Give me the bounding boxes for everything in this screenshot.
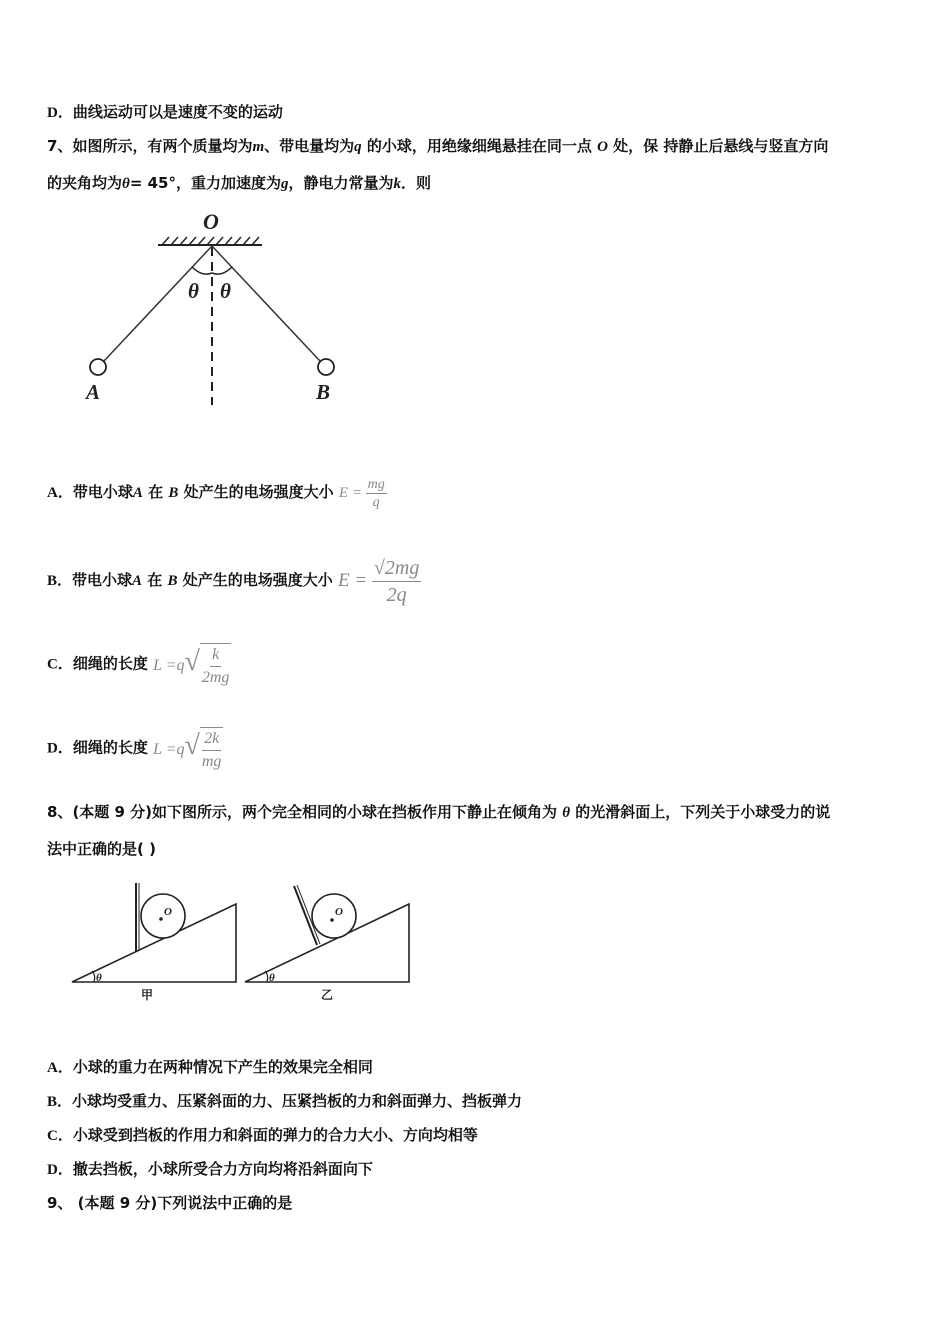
formula-a: E = $\frac{mg}{q}$ xyxy=(338,476,385,510)
caption-right: 乙 xyxy=(321,988,334,1002)
svg-text:O: O xyxy=(164,906,172,918)
ball-b-label: B xyxy=(316,380,331,404)
formula-d: L =q√ $\frac{2k}{mg}$ xyxy=(153,716,223,780)
q8-option-a: A．小球的重力在两种情况下产生的效果完全相同 xyxy=(47,1058,373,1076)
formula-b: E = $\frac{√2mg}{2q}$ xyxy=(337,556,420,606)
formula-c: L =q√ $\frac{k}{2mg}$ xyxy=(153,632,231,696)
ball-left xyxy=(141,894,185,938)
ball-b xyxy=(318,359,334,375)
q8-stem-line2: 法中正确的是( ) xyxy=(47,840,156,858)
incline-left xyxy=(72,883,236,1002)
q7-stem-line2: 的夹角均为θ= 45°，重力加速度为g，静电力常量为k．则 xyxy=(47,174,432,192)
q7-pendulum-figure xyxy=(70,205,380,410)
svg-text:θ: θ xyxy=(96,972,102,984)
q8-option-b: B．小球均受重力、压紧斜面的力、压紧挡板的力和斜面弹力、挡板弹力 xyxy=(47,1092,523,1110)
angle-arc-left xyxy=(192,267,212,274)
ceiling-hatch xyxy=(162,237,259,245)
string-a xyxy=(104,246,212,361)
q6-option-d: D．曲线运动可以是速度不变的运动 xyxy=(47,103,283,121)
theta-right-label: θ xyxy=(220,279,231,303)
q7-option-c: C．细绳的长度 L =q√ $\frac{k}{2mg}$ xyxy=(47,632,231,696)
q8-incline-figures xyxy=(68,878,418,1003)
ball-a xyxy=(90,359,106,375)
ball-right xyxy=(312,894,356,938)
q8-option-d: D．撤去挡板，小球所受合力方向均将沿斜面向下 xyxy=(47,1160,373,1178)
ball-a-label: A xyxy=(86,380,101,404)
q7-option-b: B．带电小球A 在 B 处产生的电场强度大小 E = $\frac{√2mg}{2q}$ xyxy=(47,548,421,613)
svg-text:θ: θ xyxy=(269,972,275,984)
caption-left: 甲 xyxy=(141,988,154,1002)
q7-option-a: A．带电小球A 在 B 处产生的电场强度大小 E = $\frac{mg}{q}$ xyxy=(47,468,387,517)
svg-text:O: O xyxy=(335,906,343,918)
q8-stem-line1: 8、(本题 9 分)如下图所示，两个完全相同的小球在挡板作用下静止在倾角为 θ 的光滑斜面上，下列关于小球受力的说 xyxy=(47,803,831,821)
point-o-label: O xyxy=(203,209,219,234)
q9-stem: 9、 (本题 9 分)下列说法中正确的是 xyxy=(47,1194,293,1212)
q7-option-d: D．细绳的长度 L =q√ $\frac{2k}{mg}$ xyxy=(47,716,223,780)
incline-right xyxy=(245,885,409,1002)
theta-left-label: θ xyxy=(188,279,199,303)
q8-option-c: C．小球受到挡板的作用力和斜面的弹力的合力大小、方向均相等 xyxy=(47,1126,478,1144)
string-b xyxy=(212,246,320,361)
angle-arc-right xyxy=(212,267,232,274)
q7-stem-line1: 7、如图所示，有两个质量均为m、带电量均为q 的小球，用绝缘细绳悬挂在同一点 O 处，保 持静止后悬线与竖直方向 xyxy=(47,137,829,155)
